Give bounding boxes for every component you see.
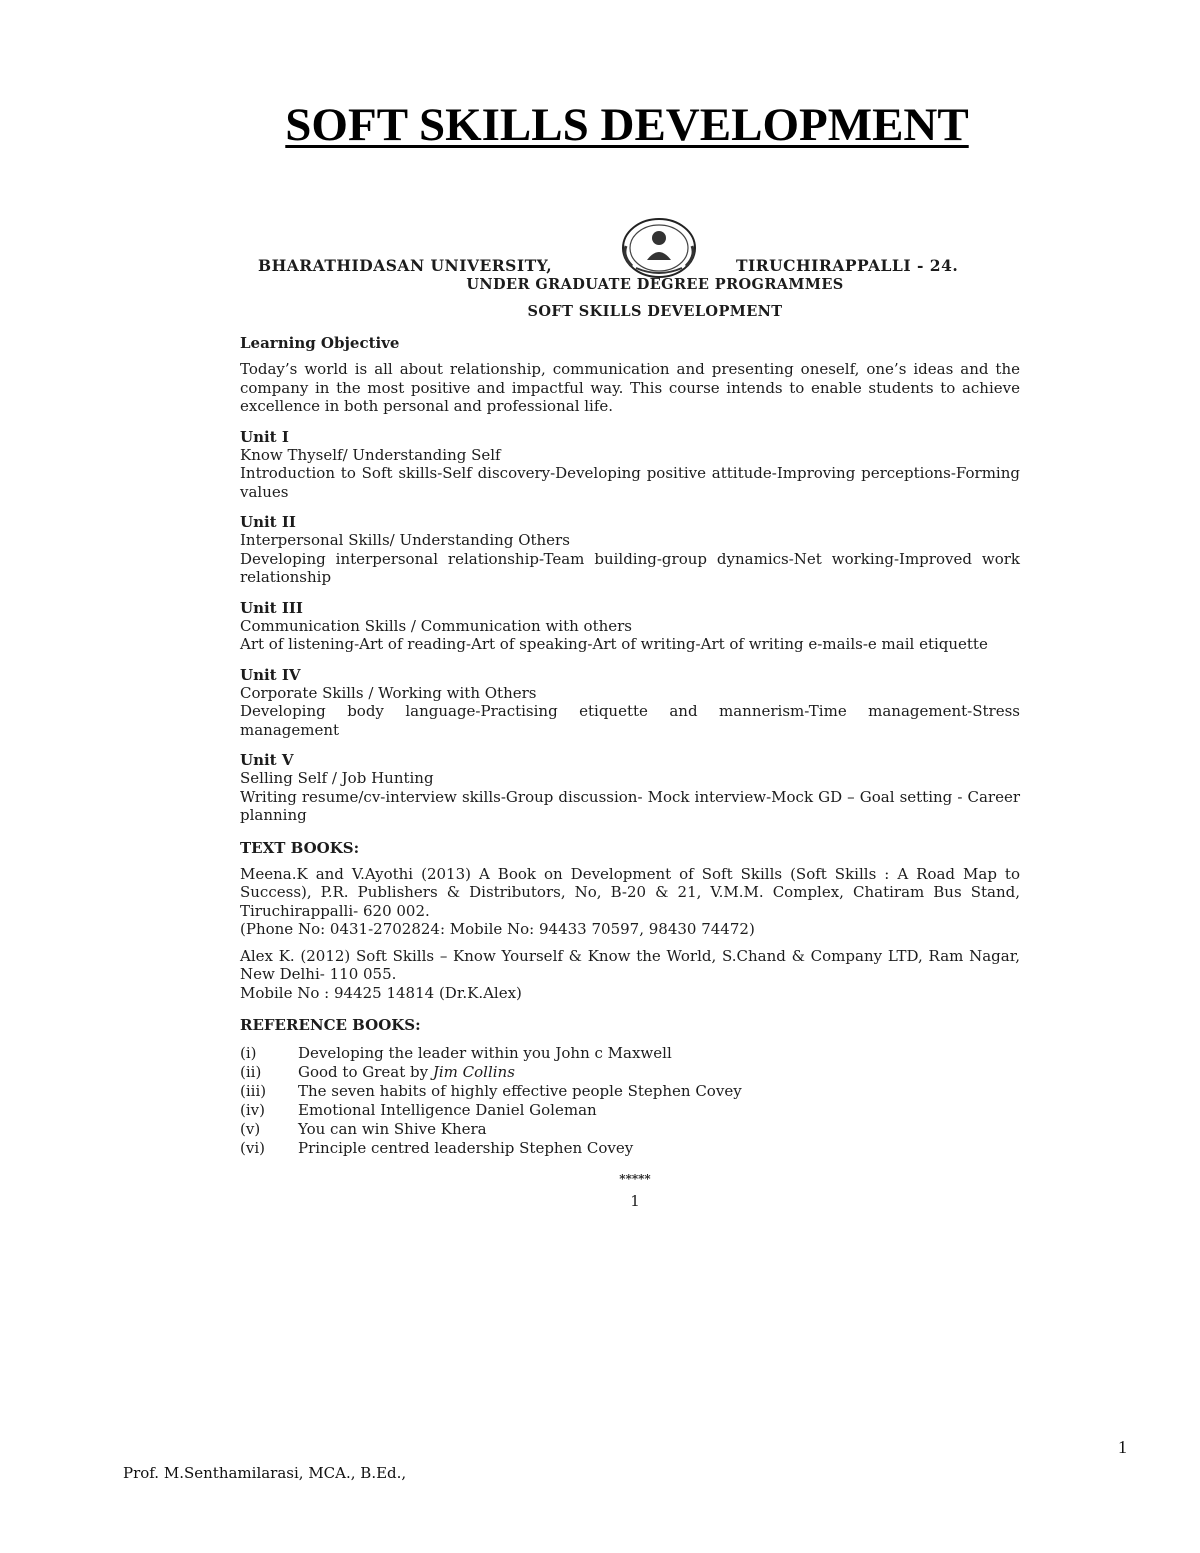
text-book-contact: (Phone No: 0431-2702824: Mobile No: 94433 70597, 98430 74472) bbox=[240, 920, 755, 938]
unit-block bbox=[240, 513, 1020, 587]
list-text: Emotional Intelligence Daniel Goleman bbox=[298, 1101, 597, 1119]
list-text-italic: Jim Collins bbox=[432, 1063, 515, 1081]
list-text: Developing the leader within you John c Maxwell bbox=[298, 1044, 672, 1062]
page-number: 1 bbox=[1118, 1437, 1127, 1457]
unit-content: Developing interpersonal relationship-Team building-group dynamics-Net working-Improved work relationship bbox=[240, 549, 1020, 586]
footer-author: Prof. M.Senthamilarasi, MCA., B.Ed., bbox=[123, 1464, 407, 1482]
list-text bbox=[298, 1063, 515, 1082]
syllabus-scan bbox=[240, 214, 1020, 1210]
unit-heading: Unit I bbox=[240, 427, 289, 446]
unit-content: Developing body language-Practising etiquette and mannerism-Time management-Stress management bbox=[240, 702, 1020, 739]
programme-title: UNDER GRADUATE DEGREE PROGRAMMES bbox=[466, 276, 844, 293]
document-title: SOFT SKILLS DEVELOPMENT bbox=[285, 99, 969, 151]
unit-content: Art of listening-Art of reading-Art of speaking-Art of writing-Art of writing e-mails-e mail etiquette bbox=[240, 635, 988, 653]
list-item bbox=[240, 1120, 1020, 1139]
unit-block bbox=[240, 428, 1020, 502]
unit-block bbox=[240, 751, 1020, 825]
list-text: Principle centred leadership Stephen Covey bbox=[298, 1139, 634, 1157]
text-book-citation: Alex K. (2012) Soft Skills – Know Yourself & Know the World, S.Chand & Company LTD, Ram Nagar, New Delhi- 110 055. bbox=[240, 946, 1020, 983]
text-book-contact: Mobile No : 94425 14814 (Dr.K.Alex) bbox=[240, 983, 522, 1002]
text-book-entry bbox=[240, 865, 1020, 939]
list-text: The seven habits of highly effective people Stephen Covey bbox=[298, 1082, 742, 1100]
reference-books-heading: REFERENCE BOOKS: bbox=[240, 1016, 421, 1034]
university-header bbox=[240, 214, 1020, 274]
list-item bbox=[240, 1101, 1020, 1120]
list-item bbox=[240, 1063, 1020, 1082]
list-text: You can win Shive Khera bbox=[298, 1120, 487, 1138]
university-city: TIRUCHIRAPPALLI - 24. bbox=[736, 256, 959, 275]
unit-topic: Selling Self / Job Hunting bbox=[240, 769, 434, 787]
unit-content: Introduction to Soft skills-Self discovery-Developing positive attitude-Improving perceptions-Forming values bbox=[240, 464, 1020, 501]
objective-text: Today’s world is all about relationship, communication and presenting oneself, one’s ideas and the company in the most positive and impactful way. This course intends to enable students to achieve excellence in both personal and professional life. bbox=[240, 360, 1020, 415]
text-book-entry bbox=[240, 947, 1020, 1003]
objective-heading: Learning Objective bbox=[240, 334, 400, 352]
separator: ***** bbox=[619, 1172, 651, 1186]
list-number: (vi) bbox=[240, 1139, 265, 1157]
unit-heading: Unit II bbox=[240, 513, 296, 531]
unit-topic: Corporate Skills / Working with Others bbox=[240, 683, 537, 702]
unit-topic: Interpersonal Skills/ Understanding Others bbox=[240, 531, 570, 549]
list-number: (i) bbox=[240, 1044, 257, 1062]
text-books-heading: TEXT BOOKS: bbox=[240, 838, 360, 857]
university-name: BHARATHIDASAN UNIVERSITY, bbox=[258, 256, 553, 275]
unit-heading: Unit V bbox=[240, 751, 294, 769]
list-number: (iv) bbox=[240, 1101, 265, 1119]
course-title: SOFT SKILLS DEVELOPMENT bbox=[527, 303, 783, 320]
university-seal-icon bbox=[618, 216, 700, 280]
unit-topic: Communication Skills / Communication with others bbox=[240, 616, 633, 635]
unit-topic: Know Thyself/ Understanding Self bbox=[240, 445, 501, 464]
unit-block bbox=[240, 599, 1020, 654]
list-item bbox=[240, 1082, 1020, 1101]
unit-heading: Unit III bbox=[240, 598, 303, 617]
unit-block bbox=[240, 666, 1020, 740]
unit-content: Writing resume/cv-interview skills-Group discussion- Mock interview-Mock GD – Goal setting - Career planning bbox=[240, 787, 1020, 824]
list-item bbox=[240, 1139, 1020, 1158]
list-number: (v) bbox=[240, 1120, 261, 1138]
reference-list bbox=[240, 1044, 1020, 1158]
list-text-plain: Good to Great by bbox=[298, 1063, 433, 1081]
scan-page-number: 1 bbox=[630, 1192, 640, 1210]
list-number: (ii) bbox=[240, 1063, 262, 1081]
list-number: (iii) bbox=[240, 1082, 267, 1100]
list-item bbox=[240, 1044, 1020, 1063]
text-book-citation: Meena.K and V.Ayothi (2013) A Book on Development of Soft Skills (Soft Skills : A Road Map to Success), P.R. Publishers & Distributors, No, B-20 & 21, V.M.M. Complex, Chatiram Bus Stand, Tiruchirappalli- 620 002. bbox=[240, 864, 1020, 920]
unit-heading: Unit IV bbox=[240, 665, 301, 684]
